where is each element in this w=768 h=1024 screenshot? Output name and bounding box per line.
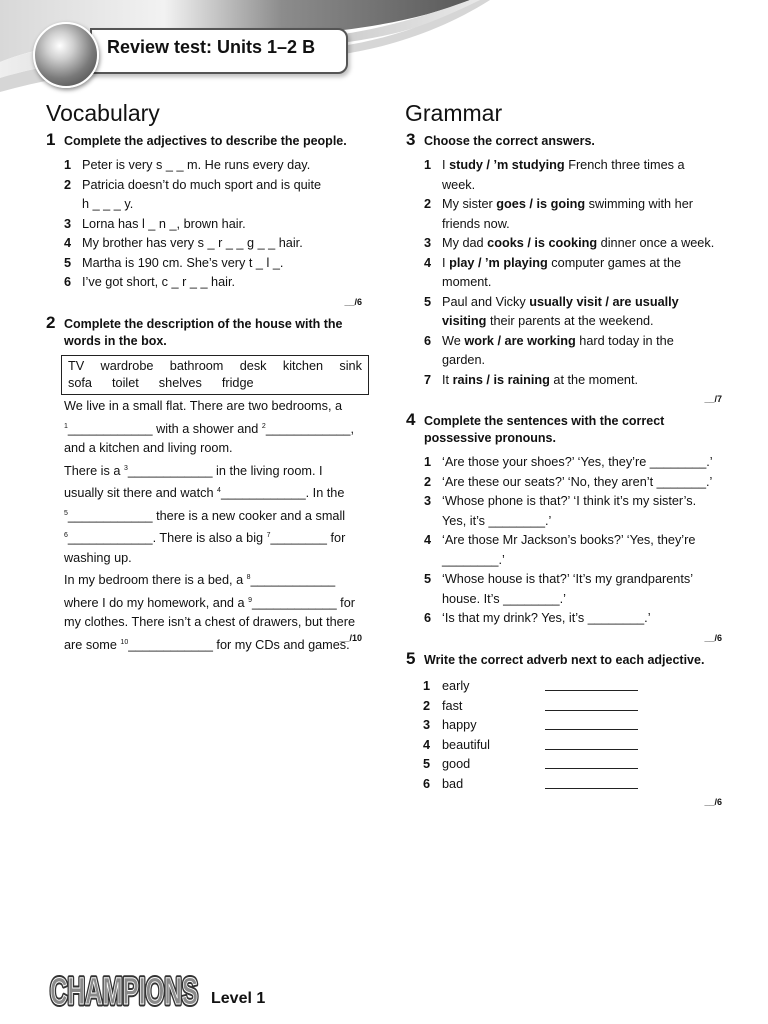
header-banner [0, 0, 768, 100]
list-item: 2 Patricia doesn’t do much sport and is quite [64, 177, 322, 192]
list-item: 4 I play / ’m playing computer games at the [424, 255, 682, 270]
exercise-5-score: __/6 [704, 797, 722, 807]
answer-blank[interactable] [545, 749, 638, 750]
exercise-1-instruction [46, 130, 364, 150]
list-item: garden. [442, 353, 486, 367]
list-item: 6 We work / are working hard today in the [424, 333, 674, 348]
list-item: 2 My sister goes / is going swimming with her [424, 197, 693, 211]
list-item: 1 Peter is very s _ _ m. He runs every day. [64, 158, 311, 172]
exercise-2-score: __/10 [339, 633, 362, 643]
level-label: Level 1 [211, 990, 266, 1007]
list-item: 6 ‘Is that my drink? Yes, it’s ________.’ [424, 611, 651, 625]
box-word: shelves [158, 376, 202, 390]
answer-blank[interactable] [545, 788, 638, 789]
answer-blank[interactable] [545, 729, 638, 730]
box-word: sink [339, 359, 362, 373]
list-item: 2 ‘Are these our seats?’ ‘No, they aren’t _______.’ [424, 474, 713, 489]
list-item: 5 Martha is 190 cm. She’s very t _ l _. [64, 255, 284, 270]
list-item: Yes, it’s ________.’ [442, 513, 552, 528]
list-item: 3 Lorna has l _ n _, brown hair. [64, 216, 246, 231]
answer-blank[interactable] [545, 710, 638, 711]
box-word: bathroom [169, 359, 224, 373]
list-item: week. [442, 177, 476, 192]
exercise-3-list [424, 156, 734, 390]
list-item: moment. [442, 275, 492, 289]
list-item: 7 It rains / is raining at the moment. [424, 372, 639, 387]
exercise-4-list [424, 453, 734, 629]
exercise-4-number: 4 [406, 410, 416, 429]
list-item: ________.’ [442, 552, 505, 567]
grammar-heading: Grammar [405, 100, 503, 126]
exercise-2-text-line-2: words in the box. [64, 334, 167, 348]
box-word: toilet [111, 376, 139, 390]
list-item: friends now. [442, 216, 510, 231]
box-word: wardrobe [100, 359, 154, 373]
svg-text:CHAMPIONS: CHAMPIONS [50, 971, 198, 1010]
exercise-1-text: Complete the adjectives to describe the people. [64, 134, 347, 148]
exercise-4-instruction [406, 410, 734, 447]
header-circle-icon [33, 22, 99, 88]
exercise-1-list [64, 156, 364, 293]
svg-text:CHAMPIONS: CHAMPIONS [50, 971, 198, 1010]
vocabulary-heading: Vocabulary [46, 100, 160, 126]
exercise-3-instruction [406, 130, 734, 150]
exercise-2-text-line-1: Complete the description of the house with the [64, 317, 343, 331]
answer-blank[interactable] [545, 690, 638, 691]
box-word: desk [239, 359, 267, 373]
list-item: 3 My dad cooks / is cooking dinner once a week. [424, 236, 715, 250]
list-item: 4 My brother has very s _ r _ _ g _ _ hair. [64, 236, 303, 250]
list-item: house. It’s ________.’ [442, 591, 566, 606]
exercise-2-number: 2 [46, 313, 56, 332]
page-title: Review test: Units 1–2 B [107, 37, 316, 57]
exercise-2-instruction [46, 313, 364, 350]
list-item: 4 ‘Are those Mr Jackson’s books?’ ‘Yes, they’re [424, 533, 696, 547]
exercise-5-text: Write the correct adverb next to each adjective. [424, 653, 705, 667]
exercise-4-score: __/6 [704, 633, 722, 643]
exercise-3-text: Choose the correct answers. [424, 134, 595, 148]
list-item: 5 Paul and Vicky usually visit / are usually [424, 294, 679, 309]
list-item: 6 I’ve got short, c _ r _ _ hair. [64, 275, 236, 289]
exercise-4-text-line-1: Complete the sentences with the correct [424, 414, 665, 428]
list-item: 5 ‘Whose house is that?’ ‘It’s my grandparents’ [424, 572, 694, 586]
answer-blank[interactable] [545, 768, 638, 769]
list-item: h _ _ _ y. [82, 197, 134, 211]
exercise-5-number: 5 [406, 649, 416, 668]
box-word: sofa [68, 376, 92, 390]
exercise-1-score: __/6 [344, 297, 362, 307]
exercise-5-instruction [406, 649, 734, 669]
exercise-3-number: 3 [406, 130, 416, 149]
list-item: 1 I study / ’m studying French three times a [424, 158, 685, 172]
exercise-4-text-line-2: possessive pronouns. [424, 431, 556, 445]
word-box [61, 355, 369, 395]
box-word: fridge [221, 376, 254, 390]
exercise-3-score: __/7 [704, 394, 722, 404]
house-description: We live in a small flat. There are two bedrooms, a $^1$____________ with a shower and $^2$____________, and a kitchen and living room. There is a $^3$____________ in the living room. I usually sit there and watch $^4$____________. In the $^5$____________ there is a new cooker and a small $^6$____________. There is also a big $^7$________ for washing up. In my bedroom there is a bed, a $^8$____________ where I do my homework, and a $^9$____________ for my clothes. There isn’t a chest of drawers, but there are some $^{10}$____________ for my CDs and games. [64, 399, 356, 652]
exercise-1-number: 1 [46, 130, 56, 149]
box-word: kitchen [282, 359, 324, 373]
list-item: visiting their parents at the weekend. [442, 314, 654, 328]
box-word: TV [68, 359, 85, 373]
list-item: 3 ‘Whose phone is that?’ ‘I think it’s my sister’s. [424, 494, 697, 508]
list-item: 1 ‘Are those your shoes?’ ‘Yes, they’re ________.’ [424, 455, 713, 469]
champions-logo [48, 966, 203, 1010]
